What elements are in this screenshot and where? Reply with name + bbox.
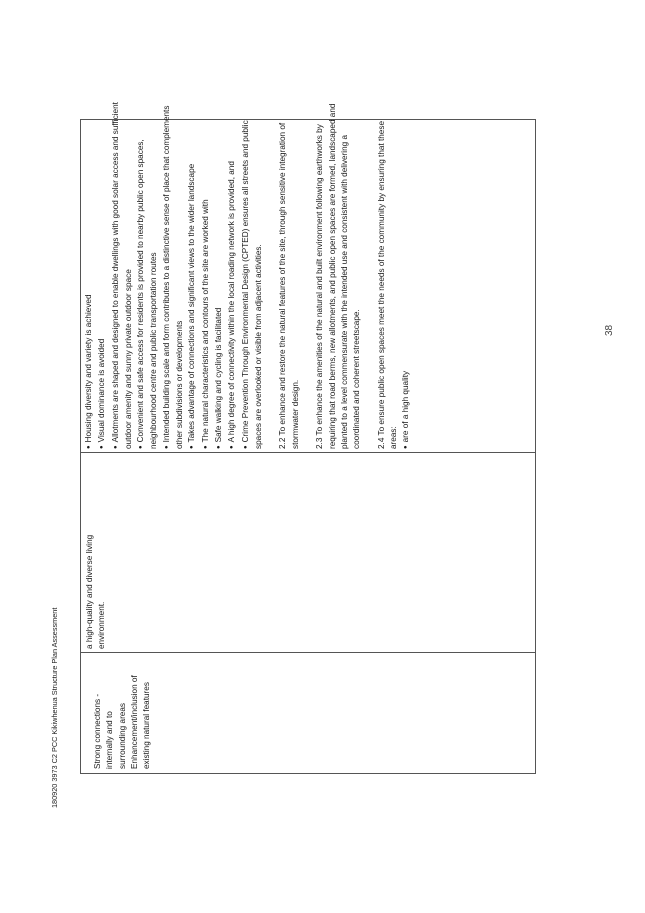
paragraph-gap (302, 122, 314, 449)
bullet-item: ● A high degree of connectivity within the local roading network is provided, and (226, 122, 239, 449)
bullet-item: ● Safe walking and cycling is facilitated (213, 122, 226, 449)
cell-line: Enhancement/inclusion of (129, 675, 139, 769)
policy-text: planted to a level commensurate with the intended use and consistent with delivering a (339, 134, 349, 449)
bullet-item: ● The natural characteristics and contours of the site are worked with (200, 122, 213, 449)
assessment-table (80, 102, 536, 774)
table-cell-objective (81, 453, 535, 653)
page-number: 38 (604, 324, 615, 336)
cell-line: existing natural features (142, 682, 152, 769)
policy-text: 2.4 To ensure public open spaces meet the needs of the community by ensuring that these (376, 120, 386, 449)
footer-document-title: 180920 3973 C2 PCC Kikiwhenua Structure Plan Assessment (50, 607, 59, 808)
bullet-continuation: neighbourhood centre and public transportation routes (149, 252, 159, 449)
table-cell-criteria (81, 653, 535, 773)
cell-line: a high-quality and diverse living (85, 534, 94, 649)
bullet-item: ● Takes advantage of connections and significant views to the wider landscape (186, 122, 199, 449)
bullet-item: ● Visual dominance is avoided (96, 122, 109, 449)
bullet-item: ● Housing diversity and variety is achieved (83, 122, 96, 449)
policy-text: 2.2 To enhance and restore the natural features of the site, through sensitive integration of (278, 122, 288, 449)
bullet-continuation: spaces are overlooked or visible from adjacent activities. (253, 244, 263, 449)
cell-line: internally and to (105, 711, 115, 769)
paragraph-gap (265, 122, 277, 449)
bullet-item: ● are of a high quality (400, 122, 413, 449)
policy-text: stormwater design. (290, 379, 300, 449)
cell-line: Strong connections - (93, 693, 102, 769)
paragraph-gap (364, 122, 376, 449)
bullet-continuation: outdoor amenity and sunny private outdoor space (123, 269, 133, 449)
rotated-page-content (80, 102, 536, 774)
bullet-item: ● Allotments are shaped and designed to enable dwellings with good solar access and sufficient (110, 122, 123, 449)
policy-text: requiring that road berms, new allotments, and public open spaces are formed, landscaped and (327, 103, 337, 449)
bullet-continuation: other subdivisions or developments (175, 320, 185, 449)
bullet-item: ● Intended building scale and form contributes to a distinctive sense of place that complements (161, 122, 174, 449)
table-cell-policies (81, 102, 535, 453)
policy-text: areas: (389, 426, 399, 449)
policy-text: 2.3 To enhance the amenities of the natural and built environment following earthworks by (315, 124, 325, 449)
bullet-item: ● Crime Prevention Through Environmental Design (CPTED) ensures all streets and public (240, 122, 253, 449)
cell-line: surrounding areas (117, 703, 127, 769)
cell-line: environment. (97, 601, 107, 649)
bullet-item: ● Convenient and safe access for residents is provided to nearby public open spaces, (135, 122, 148, 449)
policy-text: coordinated and coherent streetscape. (352, 309, 362, 449)
